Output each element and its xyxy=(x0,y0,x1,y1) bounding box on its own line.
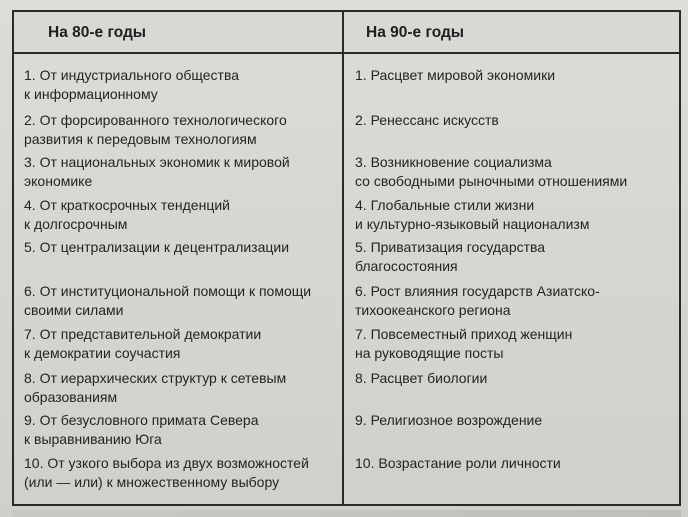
table-row xyxy=(14,66,679,107)
trend-90s-cell xyxy=(355,153,675,191)
cell-line: 5. От централизации к децентрализации xyxy=(24,239,290,255)
cell-line: (или — или) к множественному выбору xyxy=(24,474,280,490)
trend-80s-cell xyxy=(24,411,339,449)
cell-line: к информационному xyxy=(24,86,158,102)
trend-90s-cell xyxy=(355,111,675,130)
trend-80s-cell xyxy=(24,196,339,234)
table-row xyxy=(14,369,679,410)
table-row xyxy=(14,411,679,452)
page-bottom-edge xyxy=(12,510,681,517)
trend-80s-cell xyxy=(24,153,339,191)
megatrends-table xyxy=(12,10,681,506)
trend-90s-cell xyxy=(355,325,675,363)
cell-line: 6. Рост влияния государств Азиатско- xyxy=(355,283,600,299)
cell-line: своими силами xyxy=(24,302,124,318)
table-row xyxy=(14,454,679,495)
cell-line: 1. От индустриального общества xyxy=(24,67,240,83)
cell-line: 4. От краткосрочных тенденций xyxy=(24,197,230,213)
cell-line: к демократии соучастия xyxy=(24,345,181,361)
cell-line: 8. Расцвет биологии xyxy=(355,370,488,386)
cell-line: 6. От институциональной помощи к помощи xyxy=(24,283,312,299)
cell-line: 1. Расцвет мировой экономики xyxy=(355,67,556,83)
trend-90s-cell xyxy=(355,282,675,320)
cell-line: к выравниванию Юга xyxy=(24,431,162,447)
trend-80s-cell xyxy=(24,66,339,104)
cell-line: 9. От безусловного примата Севера xyxy=(24,412,259,428)
cell-line: тихоокеанского региона xyxy=(355,302,511,318)
table-row xyxy=(14,153,679,194)
cell-line: 2. Ренессанс искусств xyxy=(355,112,499,128)
cell-line: образованиям xyxy=(24,389,118,405)
trend-90s-cell xyxy=(355,454,675,473)
cell-line: 9. Религиозное возрождение xyxy=(355,412,543,428)
trend-90s-cell xyxy=(355,196,675,234)
trend-80s-cell xyxy=(24,454,339,492)
cell-line: развития к передовым технологиям xyxy=(24,131,257,147)
trend-90s-cell xyxy=(355,369,675,388)
header-90s: На 90-е годы xyxy=(366,24,465,41)
table-row xyxy=(14,111,679,152)
cell-line: 4. Глобальные стили жизни xyxy=(355,197,535,213)
cell-line: к долгосрочным xyxy=(24,216,128,232)
trend-90s-cell xyxy=(355,66,675,85)
cell-line: 7. От представительной демократии xyxy=(24,326,262,342)
trend-80s-cell xyxy=(24,238,339,257)
trend-80s-cell xyxy=(24,282,339,320)
trend-90s-cell xyxy=(355,411,675,430)
cell-line: 8. От иерархических структур к сетевым xyxy=(24,370,287,386)
cell-line: и культурно-языковый национализм xyxy=(355,216,590,232)
cell-line: 2. От форсированного технологического xyxy=(24,112,287,128)
cell-line: 3. Возникновение социализма xyxy=(355,154,552,170)
table-row xyxy=(14,238,679,279)
table-header xyxy=(14,12,679,54)
cell-line: экономике xyxy=(24,173,93,189)
cell-line: 10. От узкого выбора из двух возможностей xyxy=(24,455,309,471)
trend-80s-cell xyxy=(24,111,339,149)
table-row xyxy=(14,282,679,323)
table-row xyxy=(14,196,679,237)
cell-line: 5. Приватизация государства xyxy=(355,239,546,255)
header-80s: На 80-е годы xyxy=(48,24,147,41)
trend-80s-cell xyxy=(24,325,339,363)
cell-line: 3. От национальных экономик к мировой xyxy=(24,154,290,170)
trend-80s-cell xyxy=(24,369,339,407)
cell-line: благосостояния xyxy=(355,258,458,274)
table-row xyxy=(14,325,679,366)
cell-line: 7. Повсеместный приход женщин xyxy=(355,326,573,342)
trend-90s-cell xyxy=(355,238,675,276)
cell-line: со свободными рыночными отношениями xyxy=(355,173,628,189)
cell-line: 10. Возрастание роли личности xyxy=(355,455,561,471)
cell-line: на руководящие посты xyxy=(355,345,504,361)
